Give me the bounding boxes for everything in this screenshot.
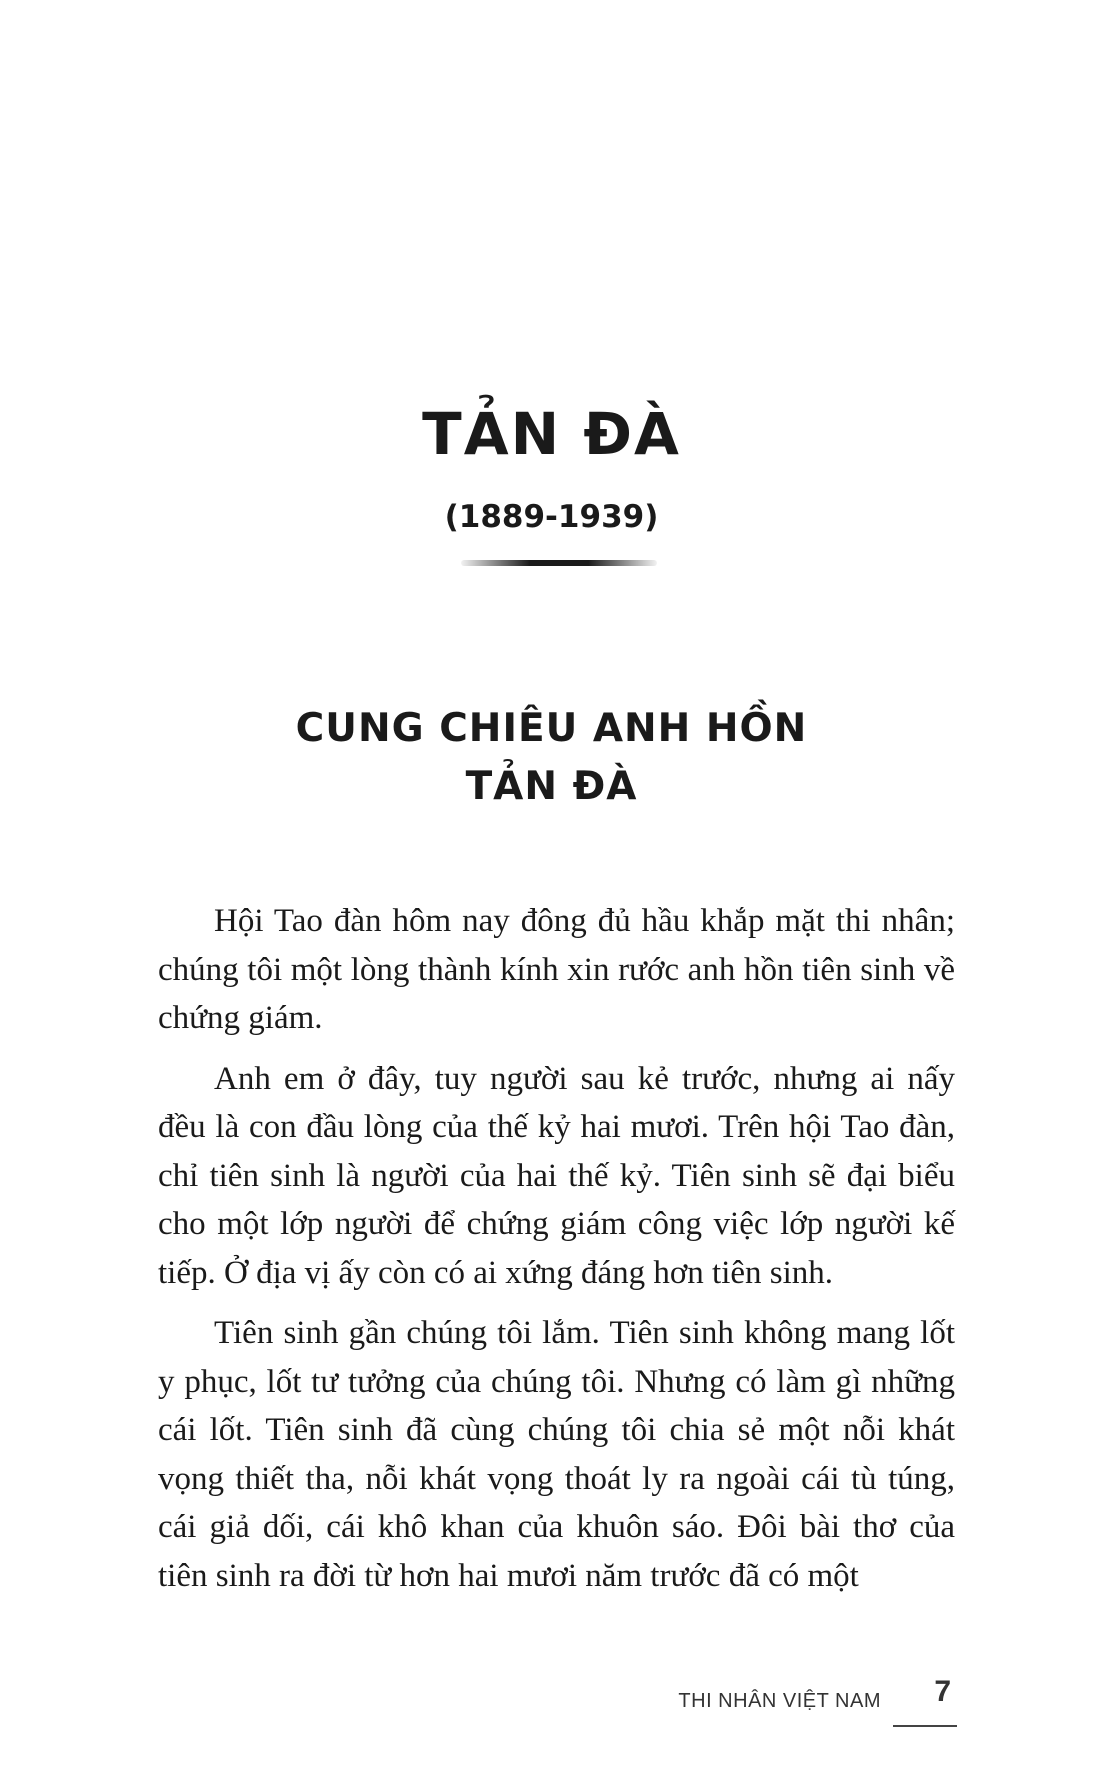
page-number: 7	[934, 1675, 951, 1708]
paragraph: Anh em ở đây, tuy người sau kẻ trước, nhưng ai nấy đều là con đầu lòng của thế kỷ hai mươi. Trên hội Tao đàn, chỉ tiên sinh là người của hai thế kỷ. Tiên sinh sẽ đại biểu cho một lớp người để chứng giám công việc lớp người kế tiếp. Ở địa vị ấy còn có ai xứng đáng hơn tiên sinh.	[158, 1060, 955, 1291]
section-title-line-2: TẢN ĐÀ	[465, 764, 638, 809]
section-title-line-1: CUNG CHIÊU ANH HỒN	[295, 706, 808, 751]
title-divider	[461, 560, 657, 566]
section-title	[0, 700, 1103, 816]
chapter-years: (1889-1939)	[444, 499, 659, 535]
paragraph: Tiên sinh gần chúng tôi lắm. Tiên sinh không mang lốt y phục, lốt tư tưởng của chúng tôi. Nhưng có làm gì những cái lốt. Tiên sinh đã cùng chúng tôi chia sẻ một nỗi khát vọng thiết tha, nỗi khát vọng thoát ly ra ngoài cái tù túng, cái giả dối, cái khô khan của khuôn sáo. Đôi bài thơ của tiên sinh ra đời từ hơn hai mươi năm trước đã có một	[158, 1315, 955, 1594]
chapter-title: TẢN ĐÀ	[422, 400, 681, 468]
footer-rule	[893, 1725, 957, 1727]
running-footer-title: THI NHÂN VIỆT NAM	[678, 1690, 881, 1712]
body-text	[158, 897, 955, 1612]
paragraph: Hội Tao đàn hôm nay đông đủ hầu khắp mặt thi nhân; chúng tôi một lòng thành kính xin rước anh hồn tiên sinh về chứng giám.	[158, 903, 955, 1036]
